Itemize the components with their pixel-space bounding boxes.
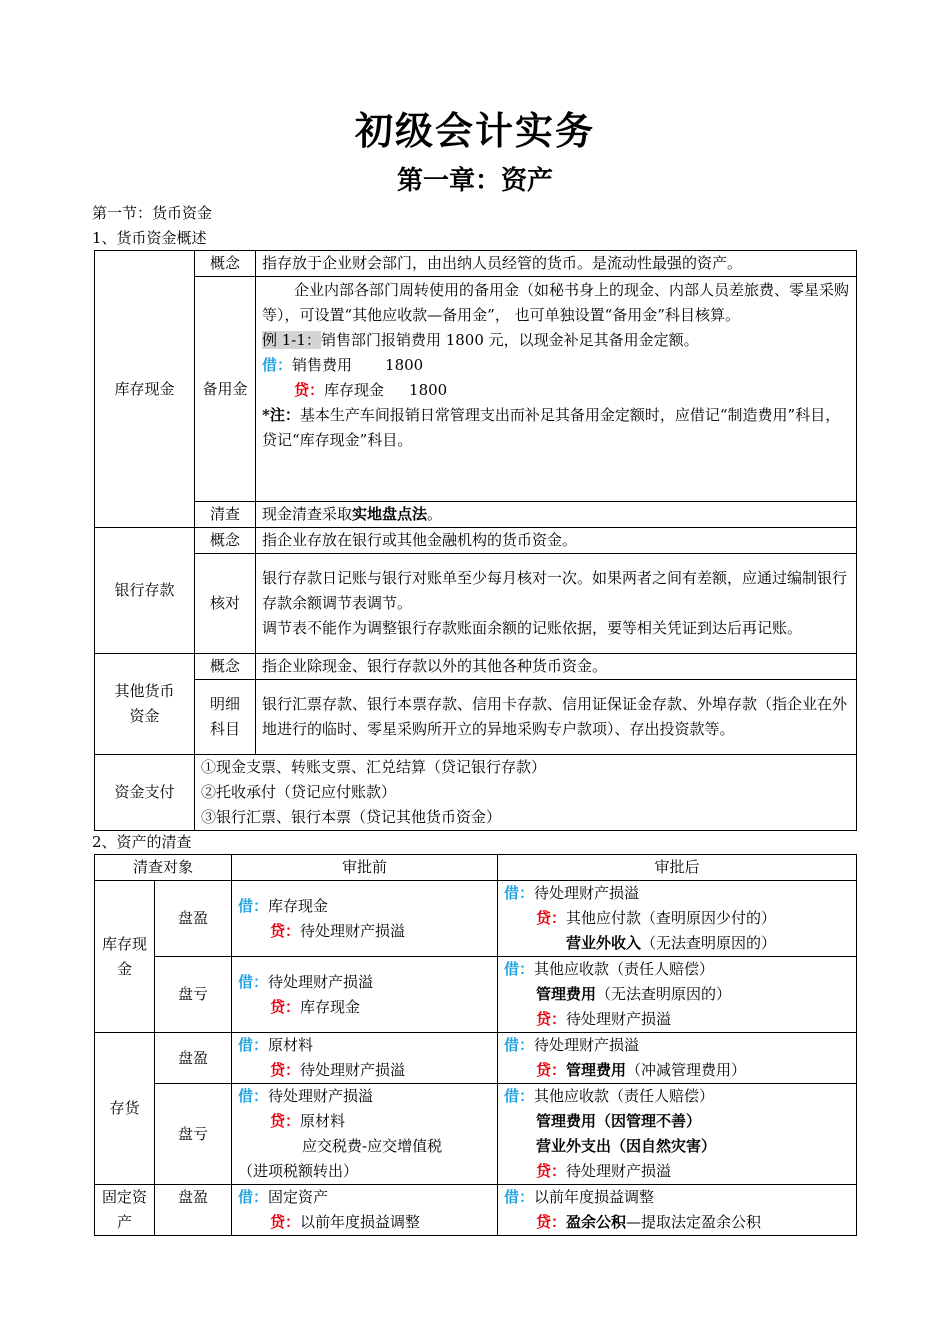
example-credit: 贷：库存现金 1800 xyxy=(294,381,448,399)
monetary-funds-table xyxy=(94,250,857,831)
other-concept-label: 概念 xyxy=(195,654,256,680)
fixed-surplus-after: 借：以前年度损益调整 贷：盈余公积—提取法定盈余公积 xyxy=(498,1185,857,1236)
example-text: 销售部门报销费用 1800 元，以现金补足其备用金定额。 xyxy=(320,331,699,349)
chapter-title: 第一章：资产 xyxy=(396,166,553,196)
cash-check-label: 清查 xyxy=(195,502,256,528)
inventory-loss-label: 盘亏 xyxy=(155,1084,232,1185)
petty-cash-cell xyxy=(256,277,857,502)
fixed-asset-object: 固定资产 xyxy=(95,1185,155,1236)
other-detail: 银行汇票存款、银行本票存款、信用卡存款、信用证保证金存款、外埠存款（指企业在外地进行的临时、零星采购所开立的异地采购专户款项）、存出投资款等。 xyxy=(256,680,857,755)
inventory-loss-before: 借：待处理财产损溢 贷：原材料 应交税费-应交增值税 （进项税额转出） xyxy=(232,1084,498,1185)
fixed-surplus-label: 盘盈 xyxy=(155,1185,232,1236)
asset-inventory-table xyxy=(94,854,857,1236)
cash-concept-label: 概念 xyxy=(195,251,256,277)
subsection-heading-1: 1、货币资金概述 xyxy=(92,229,207,247)
inventory-surplus-label: 盘盈 xyxy=(155,1033,232,1084)
cash-category: 库存现金 xyxy=(95,251,195,528)
bank-category: 银行存款 xyxy=(95,528,195,654)
cash-check: 现金清查采取实地盘点法。 xyxy=(256,502,857,528)
payment-item: ③银行汇票、银行本票（贷记其他货币资金） xyxy=(201,808,502,826)
payment-category: 资金支付 xyxy=(95,755,195,831)
inventory-loss-after: 借：其他应收款（责任人赔偿） 管理费用（因管理不善） 营业外支出（因自然灾害） 贷：待处理财产损溢 xyxy=(498,1084,857,1185)
bank-reconcile: 银行存款日记账与银行对账单至少每月核对一次。如果两者之间有差额，应通过编制银行存款余额调节表调节。 调节表不能作为调整银行存款账面余额的记账依据，要等相关凭证到达后再记账。 xyxy=(256,554,857,654)
cash-surplus-after: 借：待处理财产损溢 贷：其他应付款（查明原因少付的） 营业外收入（无法查明原因的） xyxy=(498,881,857,957)
document-title: 初级会计实务 xyxy=(354,108,595,153)
header-object: 清查对象 xyxy=(95,855,232,881)
payment-item: ①现金支票、转账支票、汇兑结算（贷记银行存款） xyxy=(201,758,547,776)
header-before: 审批前 xyxy=(232,855,498,881)
other-detail-label: 明细科目 xyxy=(195,680,256,755)
other-funds-category: 其他货币资金 xyxy=(95,654,195,755)
cash-surplus-before: 借：库存现金 贷：待处理财产损溢 xyxy=(232,881,498,957)
cash-object: 库存现金 xyxy=(95,881,155,1033)
inventory-object: 存货 xyxy=(95,1033,155,1185)
example-tag: 例 1-1： xyxy=(262,331,321,349)
other-concept: 指企业除现金、银行存款以外的其他各种货币资金。 xyxy=(256,654,857,680)
cash-concept: 指存放于企业财会部门，由出纳人员经管的货币。是流动性最强的资产。 xyxy=(256,251,857,277)
header-after: 审批后 xyxy=(498,855,857,881)
cash-loss-after: 借：其他应收款（责任人赔偿） 管理费用（无法查明原因的） 贷：待处理财产损溢 xyxy=(498,957,857,1033)
cash-loss-before: 借：待处理财产损溢 贷：库存现金 xyxy=(232,957,498,1033)
example-line xyxy=(262,328,850,353)
cash-surplus-label: 盘盈 xyxy=(155,881,232,957)
inventory-surplus-after: 借：待处理财产损溢 贷：管理费用（冲减管理费用） xyxy=(498,1033,857,1084)
petty-cash-label: 备用金 xyxy=(195,277,256,502)
bank-reconcile-label: 核对 xyxy=(195,554,256,654)
payment-item: ②托收承付（贷记应付账款） xyxy=(201,783,397,801)
note-line: *注：基本生产车间报销日常管理支出而补足其备用金定额时，应借记“制造费用”科目，贷记“库存现金”科目。 xyxy=(262,406,841,449)
example-debit: 借：销售费用 1800 xyxy=(262,356,424,374)
subsection-heading-2: 2、资产的清查 xyxy=(92,833,192,851)
section-heading: 第一节：货币资金 xyxy=(92,204,213,222)
fixed-surplus-before: 借：固定资产 贷：以前年度损益调整 xyxy=(232,1185,498,1236)
inventory-surplus-before: 借：原材料 贷：待处理财产损溢 xyxy=(232,1033,498,1084)
cash-loss-label: 盘亏 xyxy=(155,957,232,1033)
payment-methods xyxy=(195,755,857,831)
petty-cash-desc: 企业内部各部门周转使用的备用金（如秘书身上的现金、内部人员差旅费、零星采购等），可设置“其他应收款—备用金”， 也可单独设置“备用金”科目核算。 xyxy=(262,281,850,324)
bank-concept: 指企业存放在银行或其他金融机构的货币资金。 xyxy=(256,528,857,554)
bank-concept-label: 概念 xyxy=(195,528,256,554)
